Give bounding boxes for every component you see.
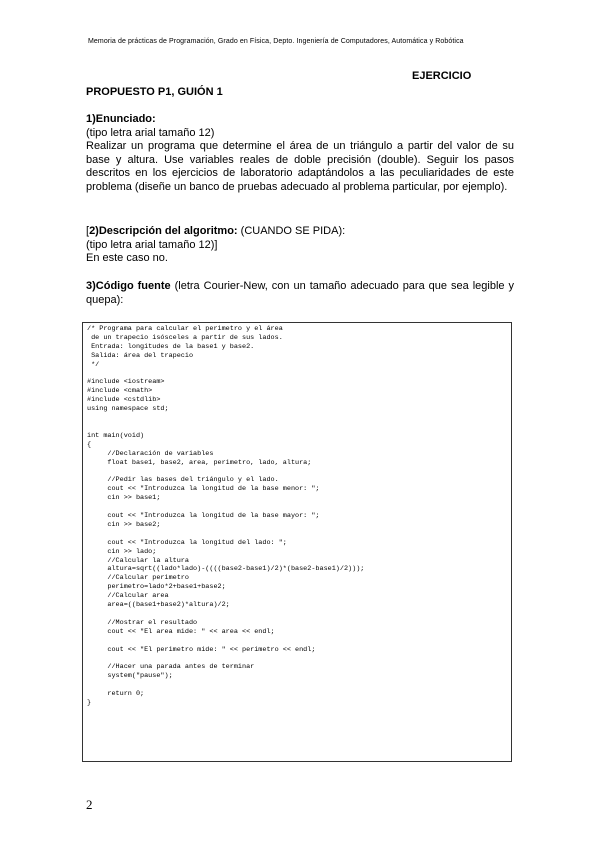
- enunciado-heading: 1)Enunciado:: [86, 113, 156, 125]
- algoritmo-heading: 2)Descripción del algoritmo:: [89, 225, 238, 237]
- enunciado-text: Realizar un programa que determine el área de un triángulo a partir del valor de su base y altura. Use variables reales de doble precisión (double). Seguir los pasos descritos en los ejercicios de laboratorio adaptándolos a las peculiaridades de este problema (diseñe un banco de pruebas adecuado al problema particular, por ejemplo).: [86, 140, 514, 193]
- codigo-heading-block: [86, 280, 514, 307]
- algoritmo-text: En este caso no.: [86, 252, 168, 265]
- exercise-title: EJERCICIO: [412, 70, 472, 82]
- page-number: 2: [86, 797, 93, 812]
- page-header: Memoria de prácticas de Programación, Grado en Física, Depto. Ingeniería de Computadores, Automática y Robótica: [88, 38, 464, 45]
- source-code: /* Programa para calcular el perimetro y el área de un trapecio isósceles a partir de sus lados. Entrada: longitudes de la base1 y base2. Salida: área del trapecio */ #include <iostream> #include <cmath> #include <cstdlib> using namespace std; int main(void) { //Declaración de variables float base1, base2, area, perimetro, lado, altura; //Pedir las bases del triángulo y el lado. cout << "Introduzca la longitud de la base menor: "; cin >> base1; cout << "Introduzca la longitud de la base mayor: "; cin >> base2; cout << "Introduzca la longitud del lado: "; cin >> lado; //Calcular la altura altura=sqrt((lado*lado)-((((base2-base1)/2)*(base2-base1)/2))); //Calcular perimetro perimetro=lado*2+base1+base2; //Calcular area area=((base1+base2)*altura)/2; //Mostrar el resultado cout << "El area mide: " << area << endl; cout << "El perimetro mide: " << perimetro << endl; //Hacer una parada antes de terminar system("pause"); return 0; }: [87, 325, 365, 708]
- code-box: [82, 322, 512, 762]
- enunciado-section: [86, 113, 514, 195]
- algoritmo-section: [86, 225, 514, 266]
- enunciado-font-note: (tipo letra arial tamaño 12): [86, 126, 215, 139]
- algoritmo-bracket: [: [86, 225, 90, 237]
- algoritmo-note: (CUANDO SE PIDA):: [237, 225, 346, 237]
- codigo-note: (letra Courier-New, con un tamaño adecuado para que sea legible y quepa):: [86, 280, 514, 306]
- exercise-subtitle: PROPUESTO P1, GUIÓN 1: [86, 86, 223, 98]
- algoritmo-heading-line: [86, 225, 514, 239]
- codigo-heading: 3)Código fuente: [86, 280, 171, 292]
- algoritmo-font-note: (tipo letra arial tamaño 12)]: [86, 238, 218, 251]
